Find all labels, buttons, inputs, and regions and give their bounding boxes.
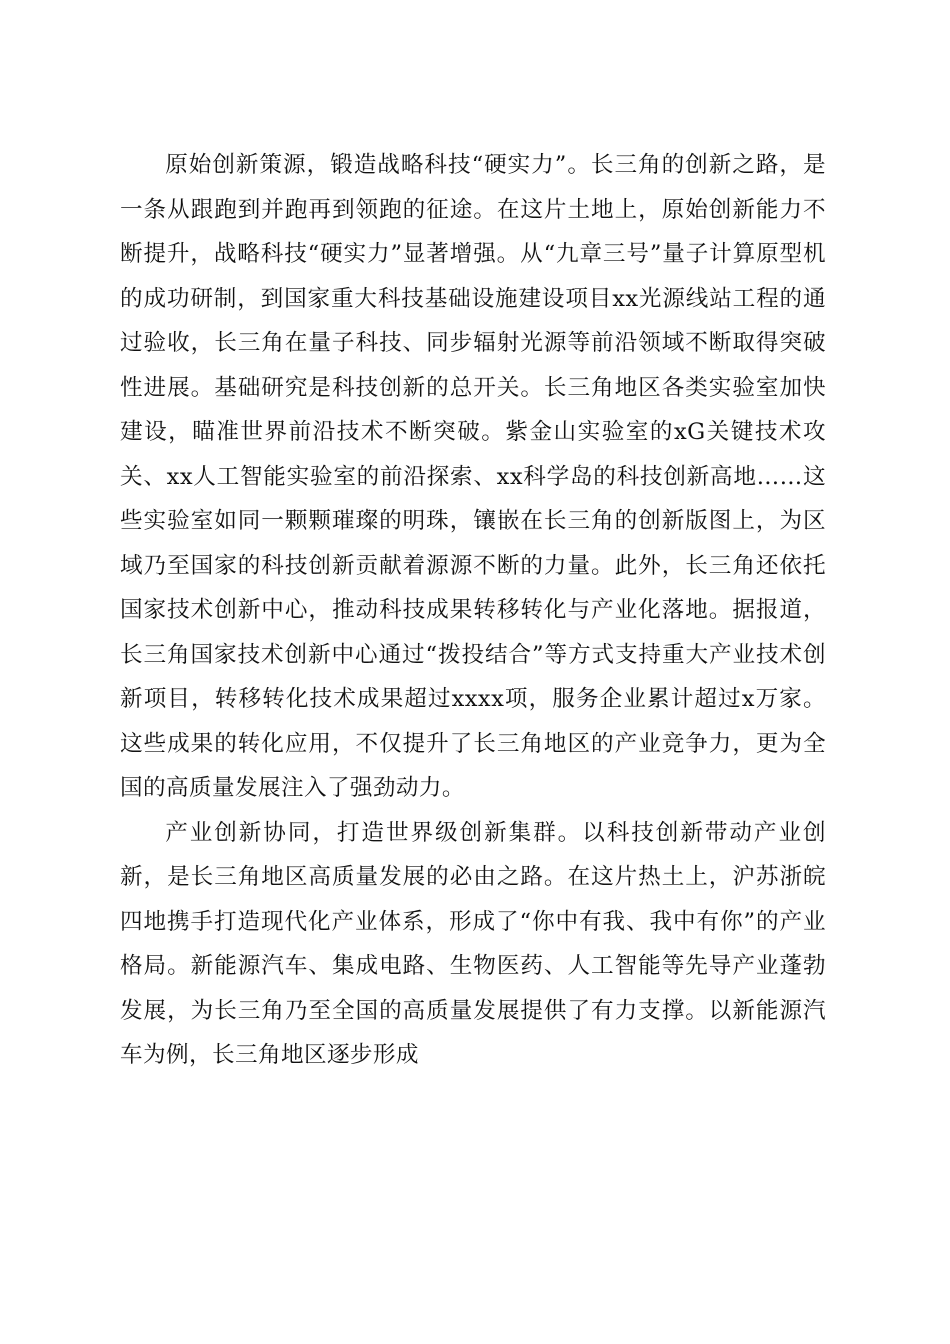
paragraph-original-innovation: 原始创新策源，锻造战略科技“硬实力”。长三角的创新之路，是一条从跟跑到并跑再到领跑的征途。在这片土地上，原始创新能力不断提升，战略科技“硬实力”显著增强。从“九章三号”量子计算原型机的成功研制，到国家重大科技基础设施建设项目xx光源线站工程的通过验收，长三角在量子科技、同步辐射光源等前沿领域不断取得突破性进展。基础研究是科技创新的总开关。长三角地区各类实验室加快建设，瞄准世界前沿技术不断突破。紫金山实验室的xG关键技术攻关、xx人工智能实验室的前沿探索、xx科学岛的科技创新高地……这些实验室如同一颗颗璀璨的明珠，镶嵌在长三角的创新版图上，为区域乃至国家的科技创新贡献着源源不断的力量。此外，长三角还依托国家技术创新中心，推动科技成果转移转化与产业化落地。据报道，长三角国家技术创新中心通过“拨投结合”等方式支持重大产业技术创新项目，转移转化技术成果超过xxxx项，服务企业累计超过x万家。这些成果的转化应用，不仅提升了长三角地区的产业竞争力，更为全国的高质量发展注入了强劲动力。: [120, 152, 826, 801]
paragraph-industrial-innovation: 产业创新协同，打造世界级创新集群。以科技创新带动产业创新，是长三角地区高质量发展的必由之路。在这片热土上，沪苏浙皖四地携手打造现代化产业体系，形成了“你中有我、我中有你”的产业格局。新能源汽车、集成电路、生物医药、人工智能等先导产业蓬勃发展，为长三角乃至全国的高质量发展提供了有力支撑。以新能源汽车为例，长三角地区逐步形成: [120, 819, 826, 1068]
document-body: [120, 143, 826, 1078]
